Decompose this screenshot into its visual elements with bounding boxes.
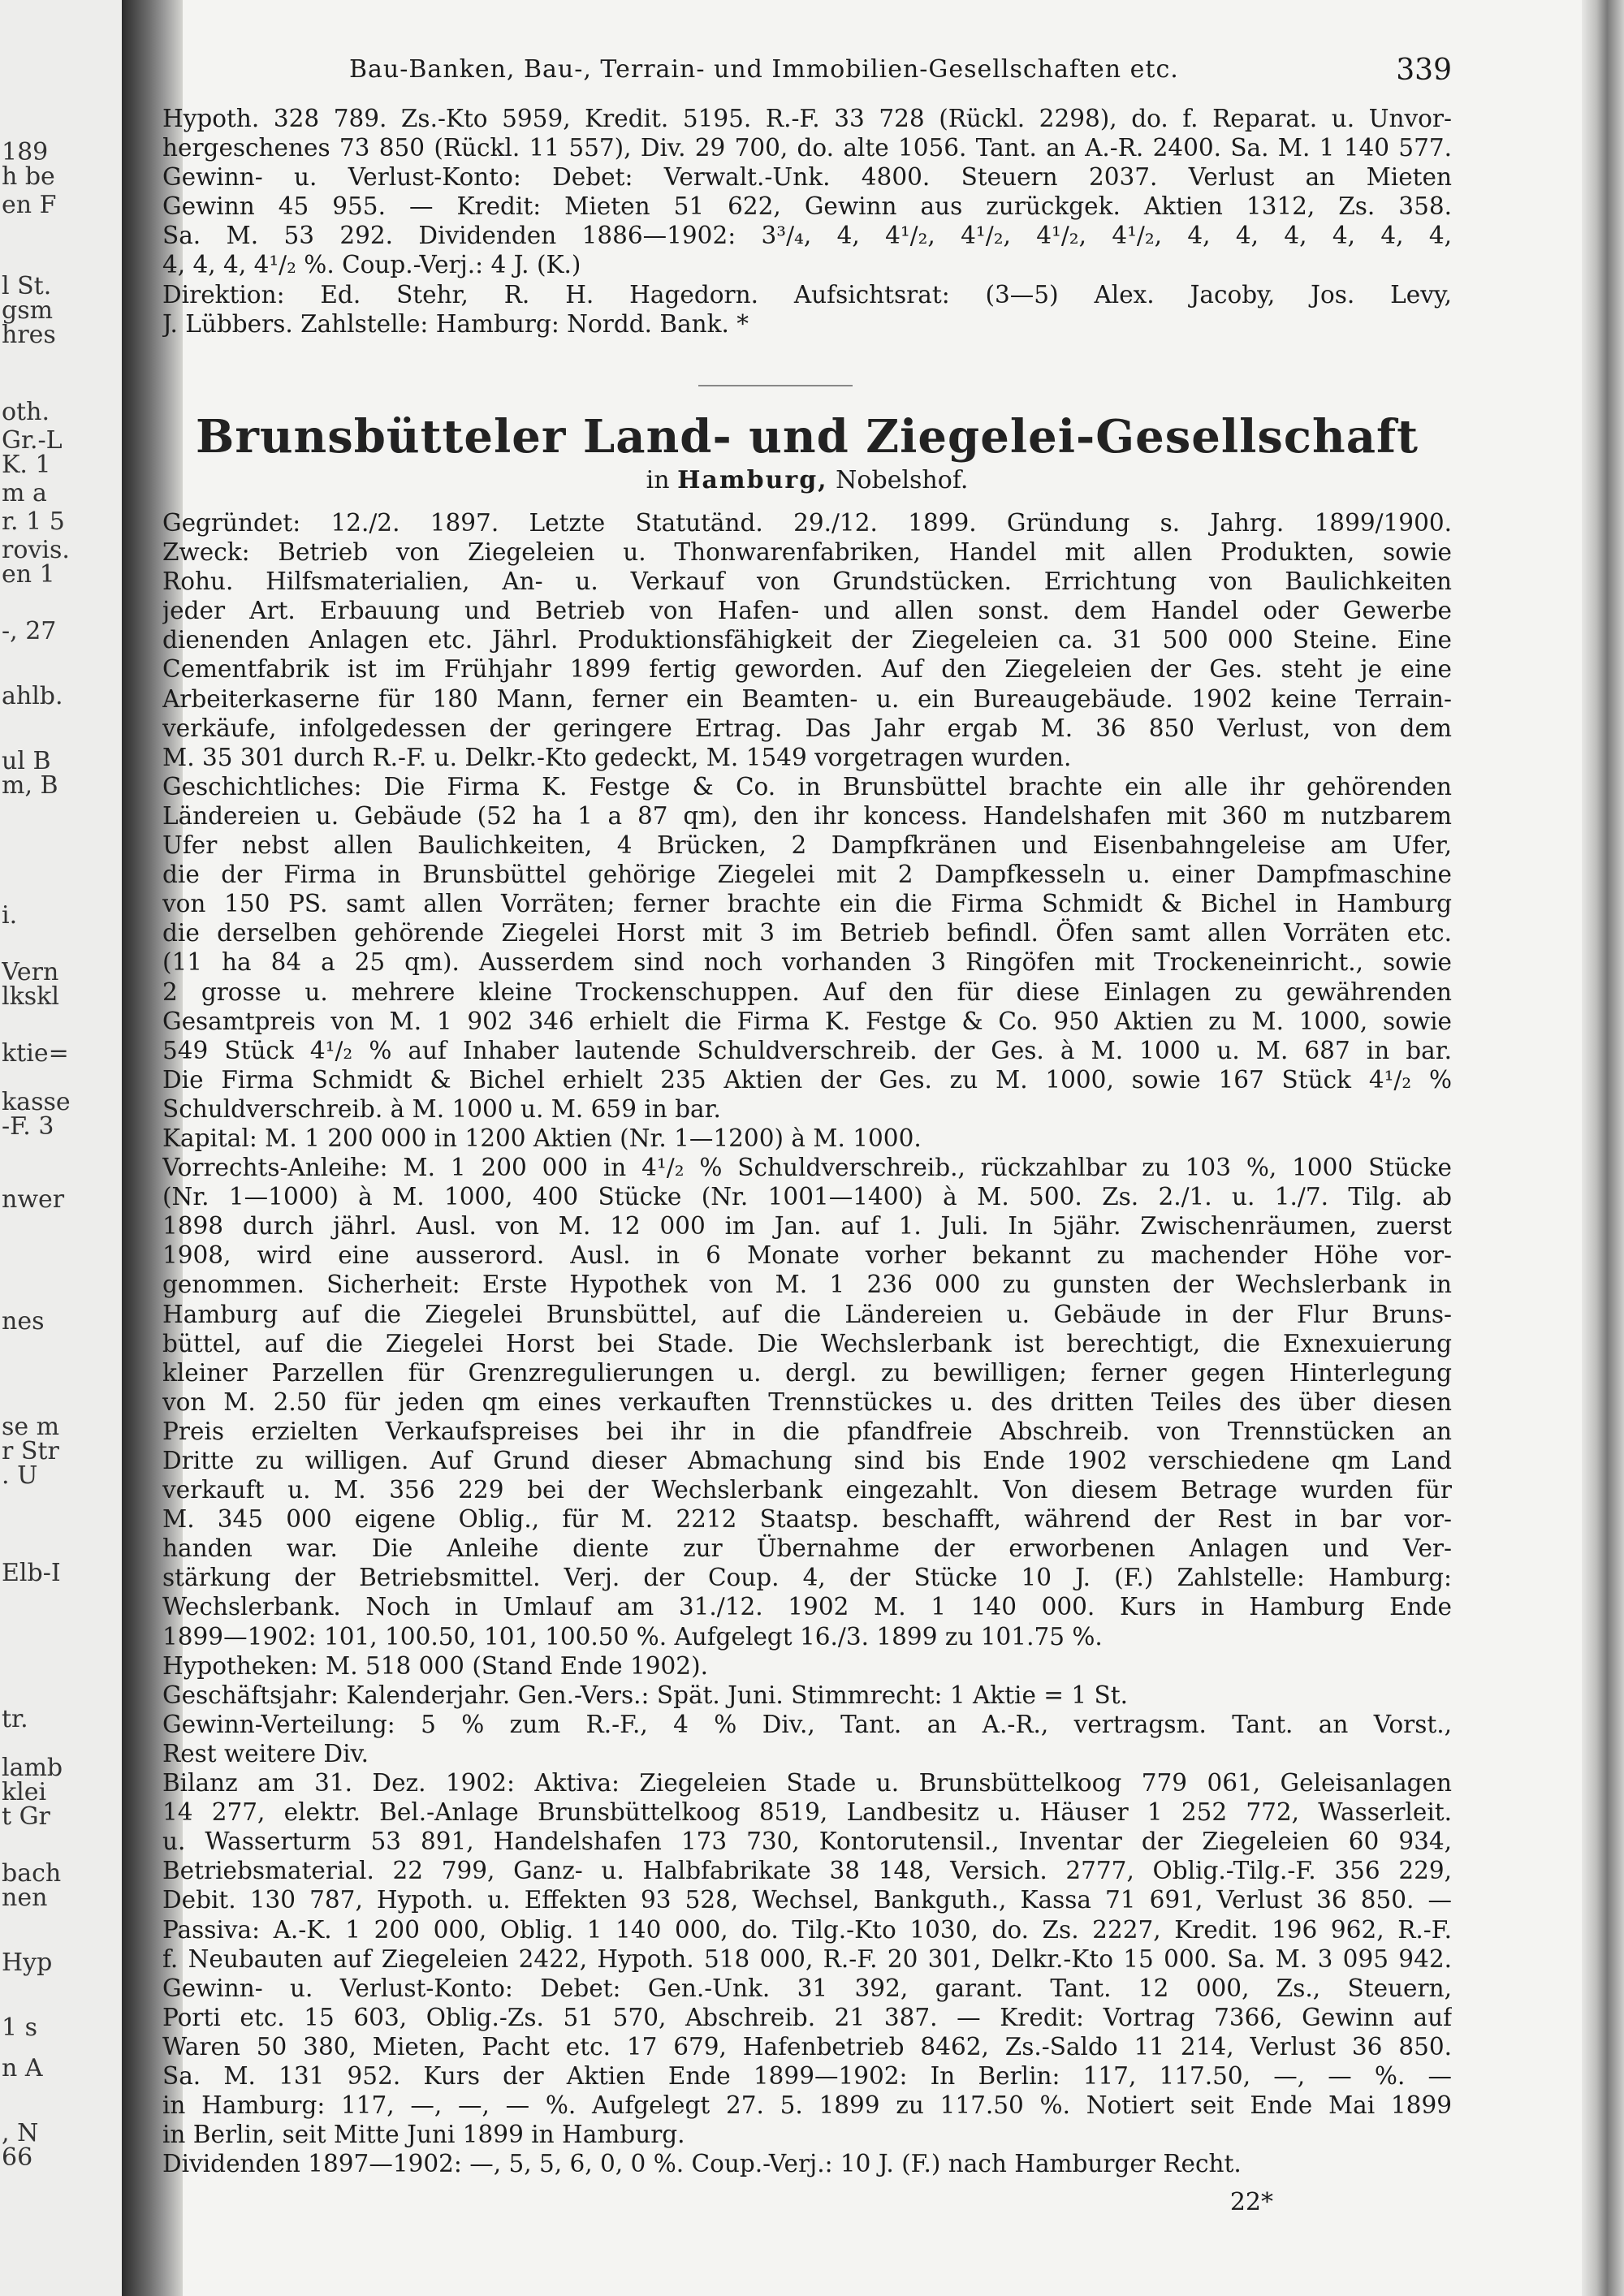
text-line: Waren 50 380, Mieten, Pacht etc. 17 679, Hafenbetrieb 8462, Zs.-Saldo 11 214, Verlust 36 850. xyxy=(162,2032,1452,2061)
running-head: Bau-Banken, Bau-, Terrain- und Immobilien-Gesellschaften etc. xyxy=(349,55,1179,84)
text-line: Debit. 130 787, Hypoth. u. Effekten 93 528, Wechsel, Bankguth., Kassa 71 691, Verlust 36 850. — xyxy=(162,1886,1452,1914)
text-line: Schuldverschreib. à M. 1000 u. M. 659 in bar. xyxy=(162,1094,721,1123)
fragment-text: Gr.-L xyxy=(2,426,63,455)
text-line: 1908, wird eine ausserord. Ausl. in 6 Monate vorher bekannt zu machender Höhe vor- xyxy=(162,1241,1452,1270)
text-line: von M. 2.50 für jeden qm eines verkauften Trennstückes u. des dritten Teiles des über diesen xyxy=(162,1388,1452,1416)
fragment-text: n A xyxy=(2,2054,43,2082)
text-line: Rohu. Hilfsmaterialien, An- u. Verkauf von Grundstücken. Errichtung von Baulichkeiten xyxy=(162,568,1452,596)
fragment-text: nwer xyxy=(2,1185,65,1214)
text-line: Gewinn- u. Verlust-Konto: Debet: Gen.-Unk. 31 392, garant. Tant. 12 000, Zs., Steuern, xyxy=(162,1974,1452,2002)
text-line: (Nr. 1—1000) à M. 1000, 400 Stücke (Nr. 1001—1400) à M. 500. Zs. 2./1. u. 1./7. Tilg. ab xyxy=(162,1183,1452,1211)
fragment-text: K. 1 xyxy=(2,451,51,479)
fragment-text: nes xyxy=(2,1307,45,1336)
text-line: genommen. Sicherheit: Erste Hypothek von M. 1 236 000 zu gunsten der Wechslerbank in xyxy=(162,1271,1452,1299)
fragment-text: 189 xyxy=(2,138,49,166)
text-line: Dritte zu willigen. Auf Grund dieser Abmachung sind bis Ende 1902 verschiedene qm Land xyxy=(162,1447,1452,1474)
fragment-text: en F xyxy=(2,191,57,219)
fragment-text: i. xyxy=(2,901,18,930)
text-line: in Hamburg: 117, —, —, — %. Aufgelegt 27. 5. 1899 zu 117.50 %. Notiert seit Ende Mai 1899 xyxy=(162,2091,1452,2120)
subtitle-suffix: Nobelshof. xyxy=(836,466,969,494)
page-edge xyxy=(1582,0,1624,2296)
fragment-text: l St. xyxy=(2,272,52,300)
text-line: Preis erzielten Verkaufspreises bei ihr in die pfandfreie Abschreib. von Trennstücken an xyxy=(162,1417,1452,1445)
text-line: Gesamtpreis von M. 1 902 346 erhielt die Firma K. Festge & Co. 950 Aktien zu M. 1000, sowie xyxy=(162,1007,1452,1035)
fragment-text: m, B xyxy=(2,771,58,800)
page-number: 339 xyxy=(1396,54,1452,87)
text-line: Rest weitere Div. xyxy=(162,1739,369,1767)
text-line: Gewinn- u. Verlust-Konto: Debet: Verwalt.-Unk. 4800. Steuern 2037. Verlust an Mieten xyxy=(162,163,1452,192)
fragment-text: lamb xyxy=(2,1754,63,1782)
fragment-text: ktie= xyxy=(2,1039,69,1068)
fragment-text: ul B xyxy=(2,747,51,775)
text-line: Gegründet: 12./2. 1897. Letzte Statutänd. 29./12. 1899. Gründung s. Jahrg. 1899/1900. xyxy=(162,509,1452,537)
fragment-text: Hyp xyxy=(2,1949,53,1977)
fragment-text: nen xyxy=(2,1884,48,1912)
text-line: 1898 durch jährl. Ausl. von M. 12 000 im Jan. auf 1. Juli. In 5jähr. Zwischenräumen, zuerst xyxy=(162,1212,1452,1241)
text-line: die der Firma in Brunsbüttel gehörige Ziegelei mit 2 Dampfkesseln u. einer Dampfmaschine xyxy=(162,861,1452,889)
text-line: stärkung der Betriebsmittel. Verj. der Coup. 4, der Stücke 10 J. (F.) Zahlstelle: Hamburg: xyxy=(162,1564,1452,1592)
text-line: Porti etc. 15 603, Oblig.-Zs. 51 570, Abschreib. 21 387. — Kredit: Vortrag 7366, Gewinn auf xyxy=(162,2003,1452,2031)
text-line: Die Firma Schmidt & Bichel erhielt 235 Aktien der Ges. zu M. 1000, sowie 167 Stück 4¹/₂ % xyxy=(162,1065,1452,1094)
text-line: Vorrechts-Anleihe: M. 1 200 000 in 4¹/₂ % Schuldverschreib., rückzahlbar zu 103 %, 1000 Stücke xyxy=(162,1154,1452,1182)
text-line: Bilanz am 31. Dez. 1902: Aktiva: Ziegeleien Stade u. Brunsbüttelkoog 779 061, Geleisanlagen xyxy=(162,1769,1452,1798)
text-line: Hypoth. 328 789. Zs.-Kto 5959, Kredit. 5195. R.-F. 33 728 (Rückl. 2298), do. f. Reparat. u. Unvor- xyxy=(162,105,1452,132)
fragment-text: tr. xyxy=(2,1705,28,1733)
text-line: M. 345 000 eigene Oblig., für M. 2212 Staatsp. beschafft, während der Rest in bar vor- xyxy=(162,1505,1452,1534)
text-line: Ufer nebst allen Baulichkeiten, 4 Brücken, 2 Dampfkränen und Eisenbahngeleise am Ufer, xyxy=(162,831,1452,860)
text-line: Dividenden 1897—1902: —, 5, 5, 6, 0, 0 %. Coup.-Verj.: 10 J. (F.) nach Hamburger Recht. xyxy=(162,2150,1242,2178)
fragment-text: -F. 3 xyxy=(2,1112,54,1141)
fragment-text: -, 27 xyxy=(2,617,57,645)
text-line: Sa. M. 53 292. Dividenden 1886—1902: 3³/₄, 4, 4¹/₂, 4¹/₂, 4¹/₂, 4¹/₂, 4, 4, 4, 4, 4, 4, xyxy=(162,222,1452,250)
document-page xyxy=(162,0,1452,2296)
text-line: büttel, auf die Ziegelei Horst bei Stade. Die Wechslerbank ist berechtigt, die Exnexuierung xyxy=(162,1329,1452,1357)
section-divider xyxy=(698,385,853,386)
text-line: kleiner Parzellen für Grenzregulierungen u. dergl. zu bewilligen; ferner gegen Hinterlegung xyxy=(162,1358,1452,1387)
fragment-text: oth. xyxy=(2,398,50,426)
subtitle-prefix: in xyxy=(646,466,670,494)
text-line: 1899—1902: 101, 100.50, 101, 100.50 %. Aufgelegt 16./3. 1899 zu 101.75 %. xyxy=(162,1622,1103,1651)
text-line: f. Neubauten auf Ziegeleien 2422, Hypoth. 518 000, R.-F. 20 301, Delkr.-Kto 15 000. Sa. M. 3 095 942. xyxy=(162,1944,1452,1973)
fragment-text: Vern xyxy=(2,958,59,986)
fragment-text: kasse xyxy=(2,1088,71,1116)
text-line: Arbeiterkaserne für 180 Mann, ferner ein Beamten- u. ein Bureaugebäude. 1902 keine Terrain- xyxy=(162,684,1452,713)
fragment-text: , N xyxy=(2,2119,39,2147)
fragment-text: ahlb. xyxy=(2,682,63,710)
text-line: u. Wasserturm 53 891, Handelshafen 173 730, Kontorutensil., Inventar der Ziegeleien 60 934, xyxy=(162,1828,1452,1856)
text-line: Ländereien u. Gebäude (52 ha 1 a 87 qm), den ihr koncess. Handelshafen mit 360 m nutzbarem xyxy=(162,801,1452,830)
text-line: dienenden Anlagen etc. Jährl. Produktionsfähigkeit der Ziegeleien ca. 31 500 000 Steine. Eine xyxy=(162,626,1452,654)
text-line: handen war. Die Anleihe diente zur Übernahme der erworbenen Anlagen und Ver- xyxy=(162,1534,1452,1563)
company-title: Brunsbütteler Land- und Ziegelei-Gesellschaft xyxy=(195,410,1419,464)
text-line: verkauft u. M. 356 229 bei der Wechslerbank eingezahlt. Von diesem Betrage wurden für xyxy=(162,1476,1452,1504)
text-line: hergeschenes 73 850 (Rückl. 11 557), Div. 29 700, do. alte 1056. Tant. an A.-R. 2400. Sa. M. 1 140 577. xyxy=(162,134,1452,162)
fragment-text: lkskl xyxy=(2,982,59,1011)
adjacent-page-fragment xyxy=(0,0,122,2296)
text-line: Hypotheken: M. 518 000 (Stand Ende 1902). xyxy=(162,1651,708,1680)
fragment-text: 66 xyxy=(2,2143,33,2172)
text-line: Geschichtliches: Die Firma K. Festge & Co. in Brunsbüttel brachte ein alle ihr gehörenden xyxy=(162,772,1452,801)
text-line: Geschäftsjahr: Kalenderjahr. Gen.-Vers.: Spät. Juni. Stimmrecht: 1 Aktie = 1 St. xyxy=(162,1681,1128,1709)
fragment-text: r Str xyxy=(2,1437,59,1465)
signature-mark: 22* xyxy=(1229,2188,1273,2216)
text-line: Sa. M. 131 952. Kurs der Aktien Ende 1899—1902: In Berlin: 117, 117.50, —, — %. — xyxy=(162,2061,1452,2090)
company-subtitle xyxy=(162,466,1452,494)
text-line: J. Lübbers. Zahlstelle: Hamburg: Nordd. Bank. * xyxy=(162,309,749,338)
fragment-text: r. 1 5 xyxy=(2,507,65,536)
fragment-text: klei xyxy=(2,1778,47,1806)
fragment-text: bach xyxy=(2,1859,62,1888)
text-line: Gewinn-Verteilung: 5 % zum R.-F., 4 % Div., Tant. an A.-R., vertragsm. Tant. an Vorst., xyxy=(162,1710,1452,1738)
fragment-text: . U xyxy=(2,1461,38,1490)
fragment-text: rovis. xyxy=(2,536,70,564)
fragment-text: gsm xyxy=(2,296,54,325)
text-line: Zweck: Betrieb von Ziegeleien u. Thonwarenfabriken, Handel mit allen Produkten, sowie xyxy=(162,538,1452,567)
fragment-text: Elb-I xyxy=(2,1559,61,1587)
text-line: Passiva: A.-K. 1 200 000, Oblig. 1 140 000, do. Tilg.-Kto 1030, do. Zs. 2227, Kredit. 196 962, R.-F. xyxy=(162,1915,1452,1944)
text-line: 549 Stück 4¹/₂ % auf Inhaber lautende Schuldverschreib. der Ges. à M. 1000 u. M. 687 in bar. xyxy=(162,1036,1452,1064)
text-line: verkäufe, infolgedessen der geringere Ertrag. Das Jahr ergab M. 36 850 Verlust, von dem xyxy=(162,714,1452,742)
text-line: von 150 PS. samt allen Vorräten; ferner brachte ein die Firma Schmidt & Bichel in Hamburg xyxy=(162,890,1452,918)
text-line: Hamburg auf die Ziegelei Brunsbüttel, auf die Ländereien u. Gebäude in der Flur Bruns- xyxy=(162,1300,1452,1328)
fragment-text: en 1 xyxy=(2,560,55,589)
text-line: Kapital: M. 1 200 000 in 1200 Aktien (Nr. 1—1200) à M. 1000. xyxy=(162,1124,922,1152)
company-entry-body xyxy=(162,508,1452,2178)
text-line: in Berlin, seit Mitte Juni 1899 in Hamburg. xyxy=(162,2121,685,2149)
text-line: (11 ha 84 a 25 qm). Ausserdem sind noch vorhanden 3 Ringöfen mit Trockeneinricht., sowie xyxy=(162,948,1452,977)
text-line: jeder Art. Erbauung und Betrieb von Hafen- und allen sonst. dem Handel oder Gewerbe xyxy=(162,597,1452,625)
text-line: Cementfabrik ist im Frühjahr 1899 fertig geworden. Auf den Ziegeleien der Ges. steht je eine xyxy=(162,655,1452,684)
text-line: Wechslerbank. Noch in Umlauf am 31./12. 1902 M. 1 140 000. Kurs in Hamburg Ende xyxy=(162,1593,1452,1621)
fragment-text: se m xyxy=(2,1413,60,1441)
text-line: 2 grosse u. mehrere kleine Trockenschuppen. Auf den für diese Einlagen zu gewährenden xyxy=(162,978,1452,1006)
fragment-text: h be xyxy=(2,162,55,191)
text-line: 14 277, elektr. Bel.-Anlage Brunsbüttelkoog 8519, Landbesitz u. Häuser 1 252 772, Wasserleit. xyxy=(162,1798,1452,1827)
text-line: Direktion: Ed. Stehr, R. H. Hagedorn. Aufsichtsrat: (3—5) Alex. Jacoby, Jos. Levy, xyxy=(162,280,1452,309)
text-line: 4, 4, 4, 4¹/₂ %. Coup.-Verj.: 4 J. (K.) xyxy=(162,251,581,279)
text-line: Betriebsmaterial. 22 799, Ganz- u. Halbfabrikate 38 148, Versich. 2777, Oblig.-Tilg.-F. 356 229, xyxy=(162,1857,1452,1885)
company-city: Hamburg, xyxy=(677,466,828,494)
fragment-text: m a xyxy=(2,479,47,507)
text-line: die derselben gehörende Ziegelei Horst mit 3 im Betrieb befindl. Öfen samt allen Vorräten etc. xyxy=(162,919,1452,947)
text-line: Gewinn 45 955. — Kredit: Mieten 51 622, Gewinn aus zurückgek. Aktien 1312, Zs. 358. xyxy=(162,192,1452,221)
fragment-text: t Gr xyxy=(2,1802,50,1831)
previous-entry xyxy=(162,104,1452,339)
fragment-text: hres xyxy=(2,321,56,349)
text-line: M. 35 301 durch R.-F. u. Delkr.-Kto gedeckt, M. 1549 vorgetragen wurden. xyxy=(162,743,1072,771)
fragment-text: 1 s xyxy=(2,2013,38,2042)
